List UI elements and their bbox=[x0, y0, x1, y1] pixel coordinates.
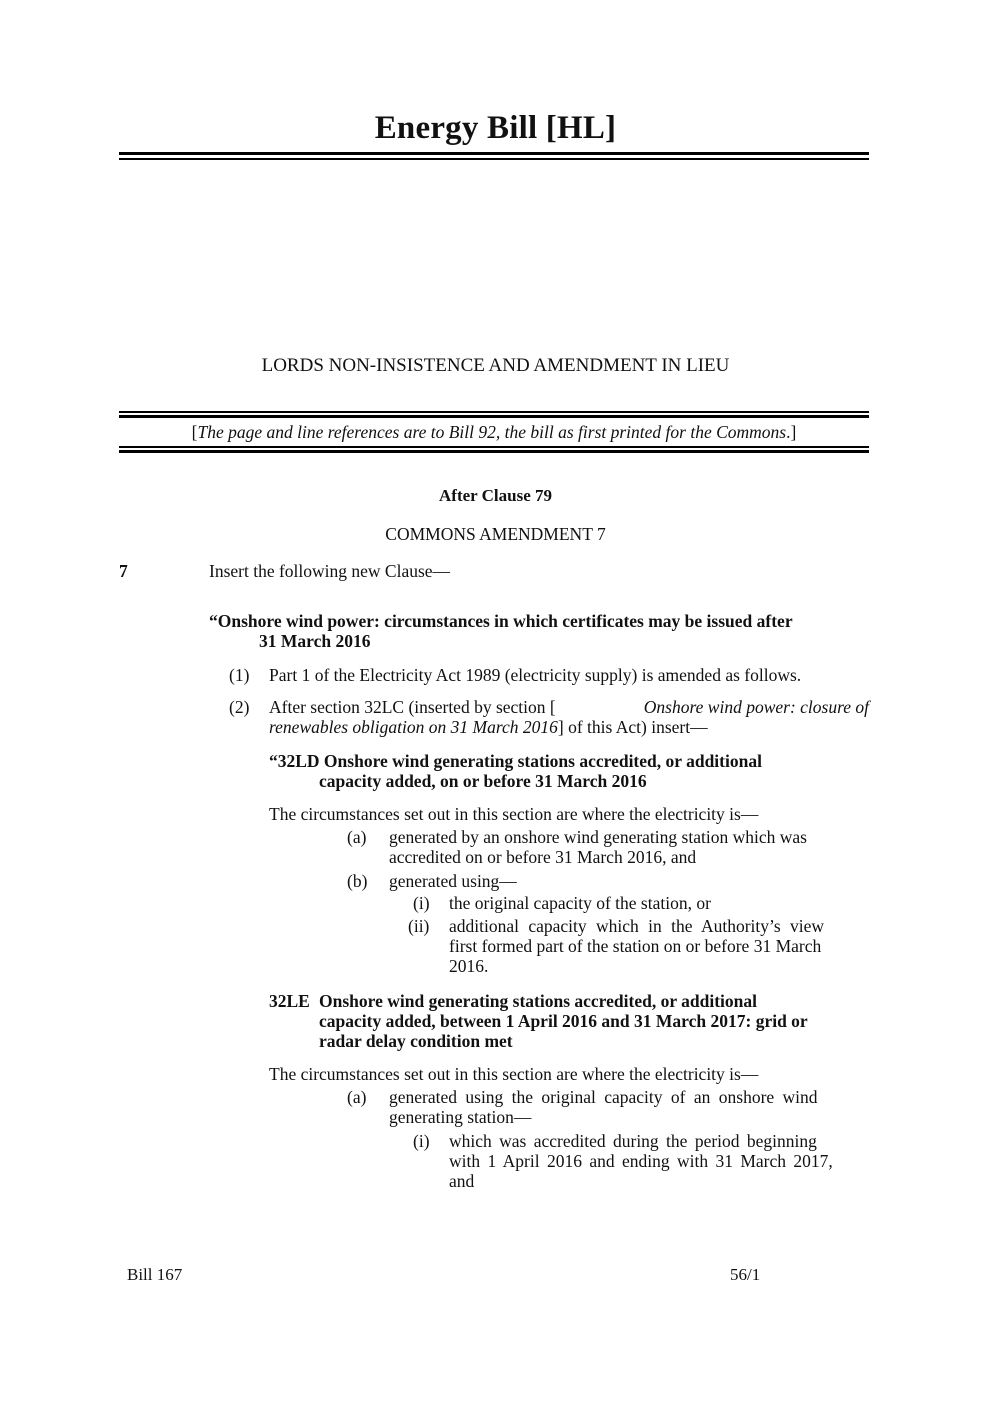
section-32ld-subitem-ii-line3: 2016. bbox=[449, 956, 489, 976]
subsection-2-line1 bbox=[269, 697, 869, 717]
footer-bill-number: Bill 167 bbox=[127, 1265, 183, 1284]
subsection-2-number: (2) bbox=[229, 697, 250, 717]
section-32ld-item-a-line1: generated by an onshore wind generating station which was bbox=[389, 827, 807, 847]
title-rule-thick bbox=[119, 152, 869, 155]
section-32ld-subitem-i-line1: the original capacity of the station, or bbox=[449, 893, 711, 913]
note-open-bracket: [ bbox=[191, 422, 198, 442]
subsection-2-italic-line1: Onshore wind power: closure of bbox=[643, 697, 869, 717]
section-32ld-item-a-label: (a) bbox=[347, 827, 367, 847]
footer-page-ref: 56/1 bbox=[730, 1265, 761, 1284]
section-32le-subitem-i-line1: which was accredited during the period beginning bbox=[449, 1131, 817, 1151]
section-32le-title-line2: capacity added, between 1 April 2016 and 31 March 2017: grid or bbox=[319, 1011, 808, 1031]
section-32le-subitem-i-line3: and bbox=[449, 1171, 475, 1191]
note-text: The page and line references are to Bill 92, the bill as first printed for the Commons bbox=[197, 422, 787, 442]
section-32le-item-a-line2: generating station— bbox=[389, 1107, 532, 1127]
note-rule-top-thin bbox=[119, 411, 869, 413]
subsection-2-text-before: After section 32LC (inserted by section [ bbox=[269, 697, 556, 717]
amendment-number: 7 bbox=[119, 561, 128, 581]
new-clause-title-line1: “Onshore wind power: circumstances in which certificates may be issued after bbox=[209, 611, 793, 631]
subsection-2-italic-line2: renewables obligation on 31 March 2016 bbox=[269, 717, 558, 737]
note-close: .] bbox=[786, 422, 797, 442]
section-32ld-item-b-label: (b) bbox=[347, 871, 368, 891]
section-32le-intro: The circumstances set out in this section are where the electricity is— bbox=[269, 1064, 759, 1084]
lords-heading: LORDS NON-INSISTENCE AND AMENDMENT IN LIEU bbox=[261, 355, 730, 376]
subsection-2-text-after: ] of this Act) insert— bbox=[557, 717, 708, 737]
section-32ld-item-b-line1: generated using— bbox=[389, 871, 517, 891]
clause-heading: After Clause 79 bbox=[439, 486, 552, 505]
section-32ld-item-a-line2: accredited on or before 31 March 2016, and bbox=[389, 847, 697, 867]
amendment-instruction: Insert the following new Clause— bbox=[209, 561, 451, 581]
subsection-1-text: Part 1 of the Electricity Act 1989 (electricity supply) is amended as follows. bbox=[269, 665, 802, 685]
bill-title: Energy Bill [HL] bbox=[374, 110, 617, 146]
section-32le-title-line3: radar delay condition met bbox=[319, 1031, 513, 1051]
section-32le-subitem-i-label: (i) bbox=[413, 1131, 430, 1151]
subsection-2-line2 bbox=[269, 717, 708, 737]
amendment-heading: COMMONS AMENDMENT 7 bbox=[385, 524, 606, 544]
note-rule-bottom-thin bbox=[119, 446, 869, 448]
reference-note bbox=[119, 422, 869, 443]
note-rule-bottom-thick bbox=[119, 450, 869, 453]
title-rule-thin bbox=[119, 158, 869, 160]
section-32le-title-line1: Onshore wind generating stations accredited, or additional bbox=[319, 991, 758, 1011]
new-clause-title-line2: 31 March 2016 bbox=[259, 631, 371, 651]
section-32ld-title-line2: capacity added, on or before 31 March 2016 bbox=[319, 771, 647, 791]
subsection-1-number: (1) bbox=[229, 665, 250, 685]
section-32ld-title-line1: “32LD Onshore wind generating stations accredited, or additional bbox=[269, 751, 762, 771]
section-32ld-subitem-i-label: (i) bbox=[413, 893, 430, 913]
section-32le-subitem-i-line2: with 1 April 2016 and ending with 31 March 2017, bbox=[449, 1151, 833, 1171]
section-32ld-subitem-ii-line1: additional capacity which in the Authority’s view bbox=[449, 916, 825, 936]
section-32le-number: 32LE bbox=[269, 991, 310, 1011]
note-rule-top-thick bbox=[119, 415, 869, 418]
section-32le-item-a-line1: generated using the original capacity of an onshore wind bbox=[389, 1087, 818, 1107]
section-32ld-subitem-ii-label: (ii) bbox=[408, 916, 430, 936]
section-32ld-intro: The circumstances set out in this section are where the electricity is— bbox=[269, 804, 759, 824]
section-32le-item-a-label: (a) bbox=[347, 1087, 367, 1107]
section-32ld-subitem-ii-line2: first formed part of the station on or before 31 March bbox=[449, 936, 822, 956]
